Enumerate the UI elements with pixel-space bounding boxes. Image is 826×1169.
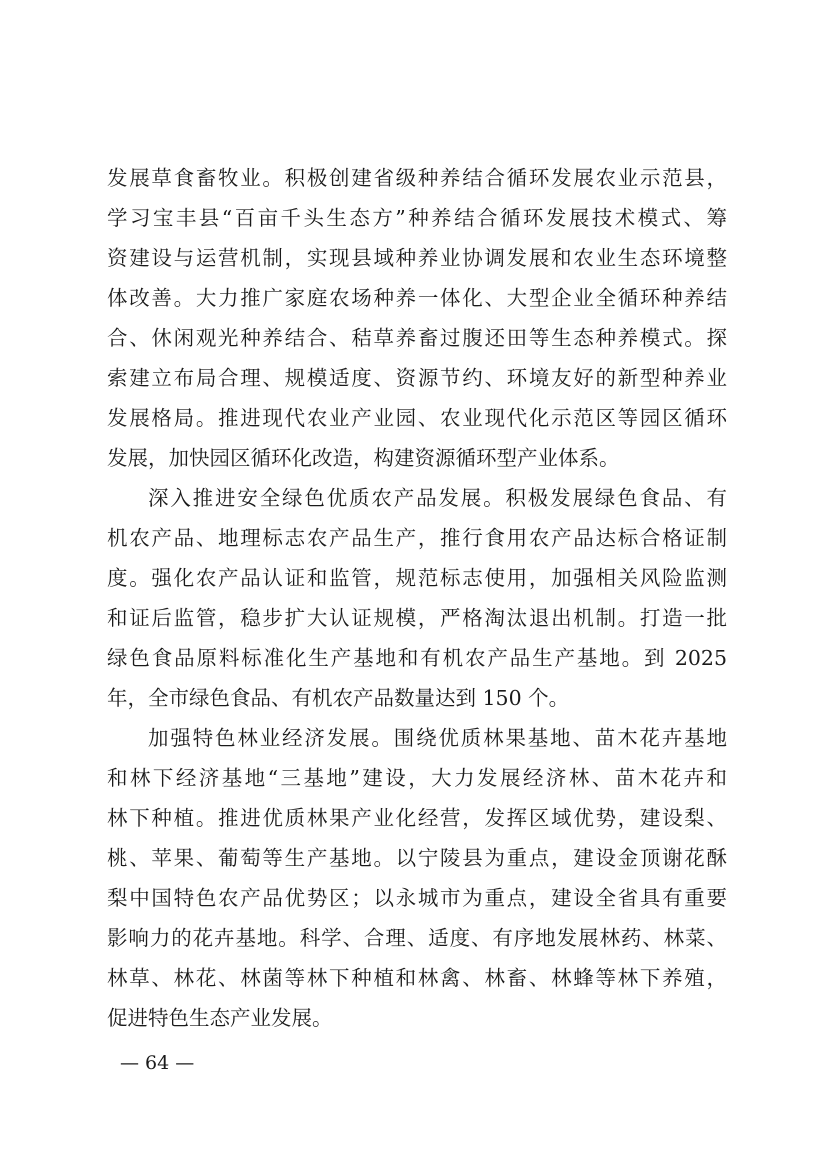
text-line: 度。强化农产品认证和监管，规范标志使用，加强相关风险监测 <box>107 566 727 590</box>
text-line: 影响力的花卉基地。科学、合理、适度、有序地发展林药、林菜、 <box>107 926 727 950</box>
text-line: 体改善。大力推广家庭农场种养一体化、大型企业全循环种养结 <box>107 286 727 310</box>
paragraph-first-line: 加强特色林业经济发展。围绕优质林果基地、苗木花卉基地 <box>148 726 727 750</box>
text-line: 梨中国特色农产品优势区；以永城市为重点，建设全省具有重要 <box>107 886 727 910</box>
text-line: 绿色食品原料标准化生产基地和有机农产品生产基地。到 2025 <box>107 646 727 670</box>
text-line: 发展，加快园区循环化改造，构建资源循环型产业体系。 <box>107 446 620 470</box>
body-text <box>107 158 727 1038</box>
text-line: 桃、苹果、葡萄等生产基地。以宁陵县为重点，建设金顶谢花酥 <box>107 846 727 870</box>
text-line: 和证后监管，稳步扩大认证规模，严格淘汰退出机制。打造一批 <box>107 606 727 630</box>
text-line: 年，全市绿色食品、有机农产品数量达到 150 个。 <box>107 686 570 710</box>
text-line: 机农产品、地理标志农产品生产，推行食用农产品达标合格证制 <box>107 526 727 550</box>
paragraph-first-line: 深入推进安全绿色优质农产品发展。积极发展绿色食品、有 <box>148 486 727 510</box>
text-line: 林下种植。推进优质林果产业化经营，发挥区域优势，建设梨、 <box>107 806 727 830</box>
text-line: 发展格局。推进现代农业产业园、农业现代化示范区等园区循环 <box>107 406 727 430</box>
text-line: 和林下经济基地“三基地”建设，大力发展经济林、苗木花卉和 <box>107 766 727 790</box>
text-line: 学习宝丰县“百亩千头生态方”种养结合循环发展技术模式、筹 <box>107 206 727 230</box>
text-line: 发展草食畜牧业。积极创建省级种养结合循环发展农业示范县， <box>107 166 727 190</box>
text-line: 索建立布局合理、规模适度、资源节约、环境友好的新型种养业 <box>107 366 727 390</box>
page-number: — 64 — <box>120 1052 195 1074</box>
text-line: 合、休闲观光种养结合、秸草养畜过腹还田等生态种养模式。探 <box>107 326 727 350</box>
text-line: 林草、林花、林菌等林下种植和林禽、林畜、林蜂等林下养殖， <box>107 966 727 990</box>
text-line: 资建设与运营机制，实现县域种养业协调发展和农业生态环境整 <box>107 246 727 270</box>
text-line: 促进特色生态产业发展。 <box>107 1006 333 1030</box>
